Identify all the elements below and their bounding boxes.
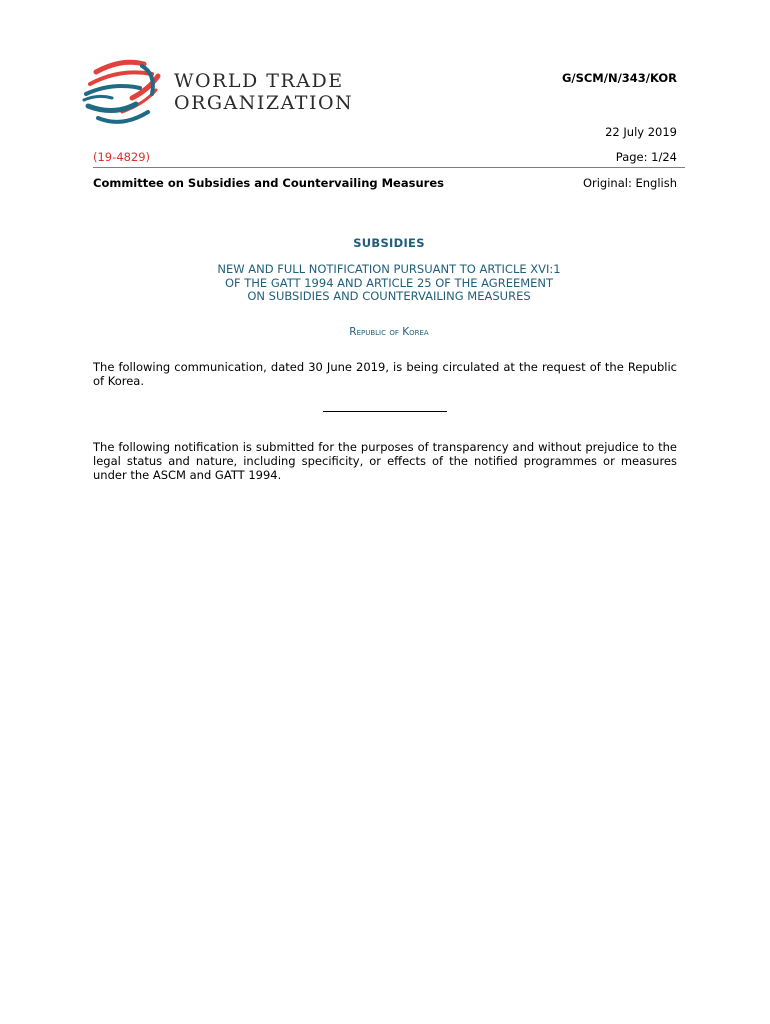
wto-logo <box>82 54 354 134</box>
page-count: Page: 1/24 <box>615 150 677 164</box>
document-date: 22 July 2019 <box>605 125 677 139</box>
subheading-line: ON SUBSIDIES AND COUNTERVAILING MEASURES <box>247 289 531 303</box>
wordmark-line-2: ORGANIZATION <box>174 92 354 114</box>
header-divider <box>93 167 685 168</box>
member-name: Republic of Korea <box>349 326 429 338</box>
subheading-line: NEW AND FULL NOTIFICATION PURSUANT TO ARTICLE XVI:1 <box>217 262 561 276</box>
document-number: (19-4829) <box>93 150 151 164</box>
notification-paragraph: The following notification is submitted for the purposes of transparency and without prejudice to the legal status and nature, including specificity, or effects of the notified programmes or measures under the ASCM and GATT 1994. <box>93 440 677 482</box>
wto-emblem-icon <box>82 54 166 134</box>
wto-wordmark <box>174 70 353 114</box>
wordmark-line-1: WORLD TRADE <box>174 70 344 92</box>
section-divider <box>323 411 447 412</box>
document-heading: SUBSIDIES <box>353 236 425 250</box>
document-symbol: G/SCM/N/343/KOR <box>561 71 677 85</box>
subheading-line: OF THE GATT 1994 AND ARTICLE 25 OF THE AGREEMENT <box>224 275 554 290</box>
original-language: Original: English <box>582 176 677 190</box>
document-subheading <box>93 263 685 304</box>
intro-paragraph: The following communication, dated 30 June 2019, is being circulated at the request of the Republic of Korea. <box>93 360 677 388</box>
committee-name: Committee on Subsidies and Countervailing Measures <box>93 176 444 190</box>
